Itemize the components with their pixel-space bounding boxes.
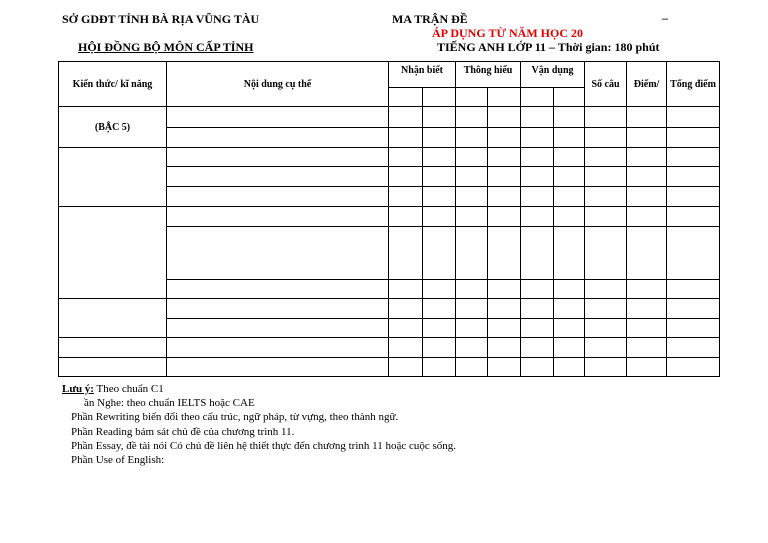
table-row: [59, 299, 720, 319]
title-dash: –: [662, 11, 668, 25]
header-comprehension: Thông hiểu: [456, 62, 521, 88]
notes-label: Lưu ý:: [62, 383, 94, 395]
note-line-1: Lưu ý: Theo chuẩn C1: [62, 383, 164, 395]
header-recognition: Nhận biết: [389, 62, 456, 88]
table-row: [59, 107, 720, 128]
header-application: Vận dụng: [521, 62, 585, 88]
document-title: MA TRẬN ĐỀ: [392, 12, 468, 26]
header-content: Nội dung cụ thể: [167, 62, 389, 107]
council-name: HỘI ĐỒNG BỘ MÔN CẤP TỈNH: [78, 40, 254, 54]
level-label: (BẬC 5): [59, 107, 167, 148]
header-score: Điểm/: [627, 62, 667, 107]
department-name: SỞ GDĐT TỈNH BÀ RỊA VŨNG TÀU: [62, 12, 260, 26]
subject-line: TIẾNG ANH LỚP 11 – Thời gian: 180 phút: [437, 40, 660, 54]
note-line-6: Phần Use of English:: [71, 454, 165, 467]
header-skills: Kiến thức/ kĩ năng: [59, 62, 167, 107]
note-line-5: Phần Essay, đề tài nói Có chủ đề liên hệ thiết thực đến chương trình 11 hoặc cuộc sống.: [71, 439, 457, 452]
header-row: [59, 62, 720, 88]
matrix-table: [58, 61, 720, 377]
note-line-3: Phần Rewriting biến đổi theo cấu trúc, ngữ pháp, từ vựng, theo thành ngữ.: [71, 411, 399, 424]
table-row: [59, 207, 720, 227]
note-line-2: ần Nghe: theo chuẩn IELTS hoặc CAE: [84, 397, 255, 410]
header-total-score: Tổng điểm: [667, 62, 720, 107]
notes-section: [62, 382, 456, 467]
header-question-count: Số câu: [585, 62, 627, 107]
note-line-4: Phần Reading bám sát chủ đề của chương trình 11.: [71, 425, 295, 438]
table-row: [59, 148, 720, 167]
table-row: [59, 358, 720, 377]
table-row: [59, 338, 720, 358]
document-subtitle: ÁP DỤNG TỪ NĂM HỌC 20: [432, 26, 583, 40]
